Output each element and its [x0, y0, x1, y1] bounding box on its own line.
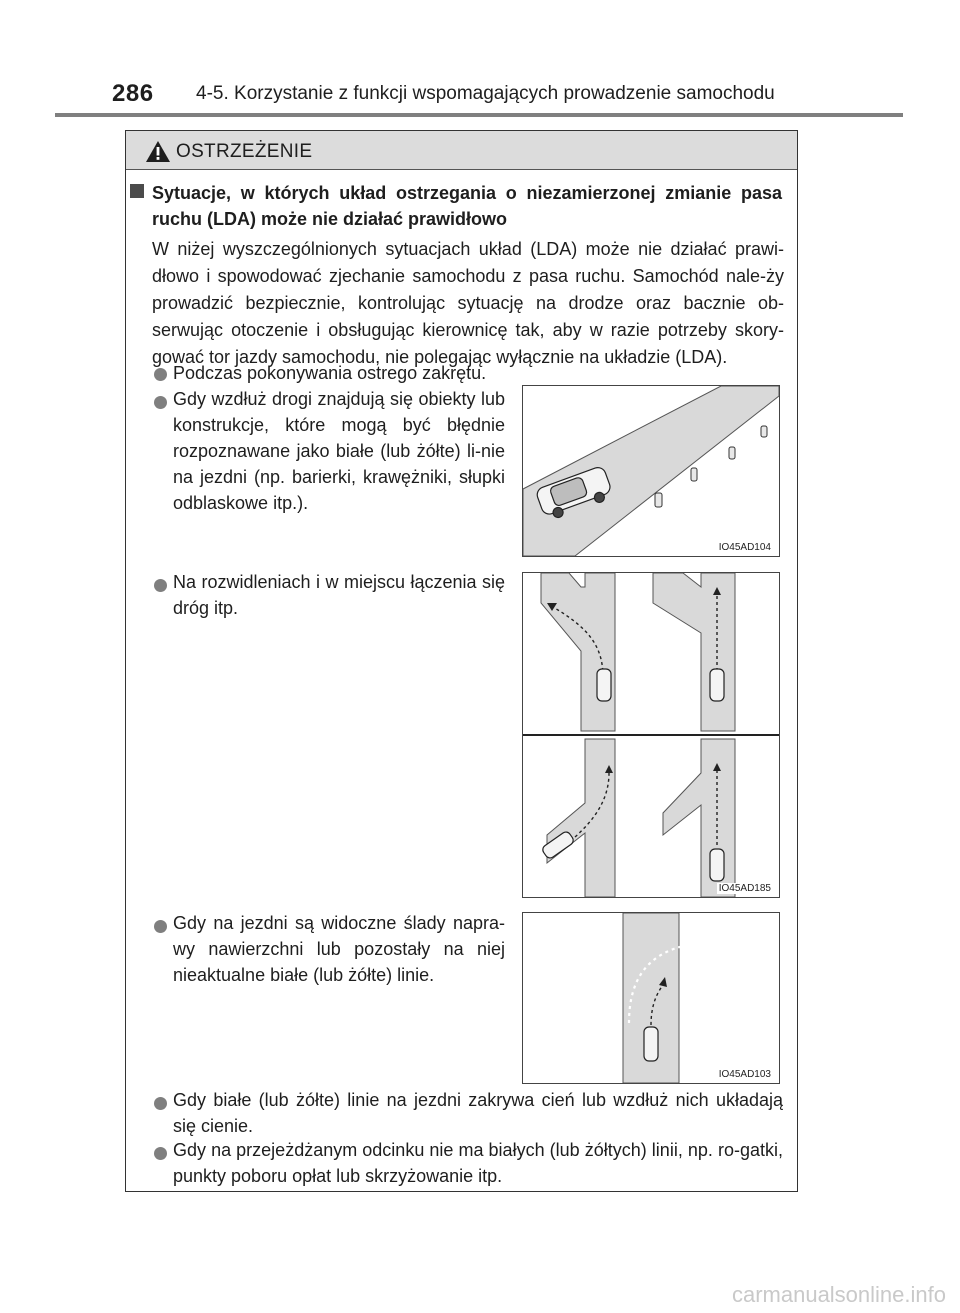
bullet-icon — [154, 920, 167, 933]
warning-title: OSTRZEŻENIE — [176, 141, 313, 162]
bullet-forks-merges: Na rozwidleniach i w miejscu łączenia się dróg itp. — [173, 572, 505, 618]
bullet-repair-marks: Gdy na jezdni są widoczne ślady napra-wy nawierzchni lub pozostały na niej nieaktualne białe (lub żółte) linie. — [173, 913, 505, 985]
watermark: carmanualsonline.info — [731, 1282, 946, 1307]
figure-roadside-posts — [522, 385, 780, 557]
section-title: 4-5. Korzystanie z funkcji wspomagających prowadzenie samochodu — [196, 83, 775, 104]
bullet-no-lines: Gdy na przejeżdżanym odcinku nie ma białych (lub żółtych) linii, np. ro-gatki, punkty poboru opłat lub skrzyżowanie itp. — [173, 1140, 783, 1186]
warning-header — [126, 131, 797, 170]
bullet-icon — [154, 1097, 167, 1110]
bullet-icon — [154, 368, 167, 381]
figure-old-lines — [522, 912, 780, 1084]
bullet-icon — [154, 1147, 167, 1160]
figure-code: IO45AD103 — [718, 1069, 771, 1080]
figure-forks-merges — [522, 572, 780, 898]
warning-heading: Sytuacje, w których układ ostrzegania o niezamierzonej zmianie pasa ruchu (LDA) może nie działać prawidłowo — [152, 183, 782, 229]
warning-triangle-icon — [145, 140, 171, 163]
figure-code: IO45AD104 — [718, 542, 771, 553]
page-header — [0, 0, 960, 118]
bullet-sharp-curve: Podczas pokonywania ostrego zakrętu. — [173, 363, 487, 383]
bullet-shadows: Gdy białe (lub żółte) linie na jezdni zakrywa cień lub wzdłuż nich układają się cienie. — [173, 1090, 783, 1136]
page-number: 286 — [112, 80, 154, 107]
warning-intro: W niżej wyszczególnionych sytuacjach układ (LDA) może nie działać prawi-dłowo i spowodować zjechanie samochodu z pasa ruchu. Samochód nale-ży prowadzić bezpiecznie, kontrolując sytuację na drodze oraz bacznie ob-serwując otoczenie i obsługując kierownicę tak, aby w razie potrzeby skory-gować tor jazdy samochodu, nie polegając wyłącznie na układzie (LDA). — [152, 239, 784, 367]
figure-code: IO45AD185 — [718, 883, 771, 894]
header-rule — [55, 113, 903, 117]
bullet-roadside-objects: Gdy wzdłuż drogi znajdują się obiekty lub konstrukcje, które mogą być błędnie rozpoznawane jako białe (lub żółte) li-nie na jezdni (np. barierki, krawężniki, słupki odblaskowe itp.). — [173, 389, 505, 513]
bullet-icon — [154, 579, 167, 592]
heading-square-icon — [130, 184, 144, 198]
bullet-icon — [154, 396, 167, 409]
